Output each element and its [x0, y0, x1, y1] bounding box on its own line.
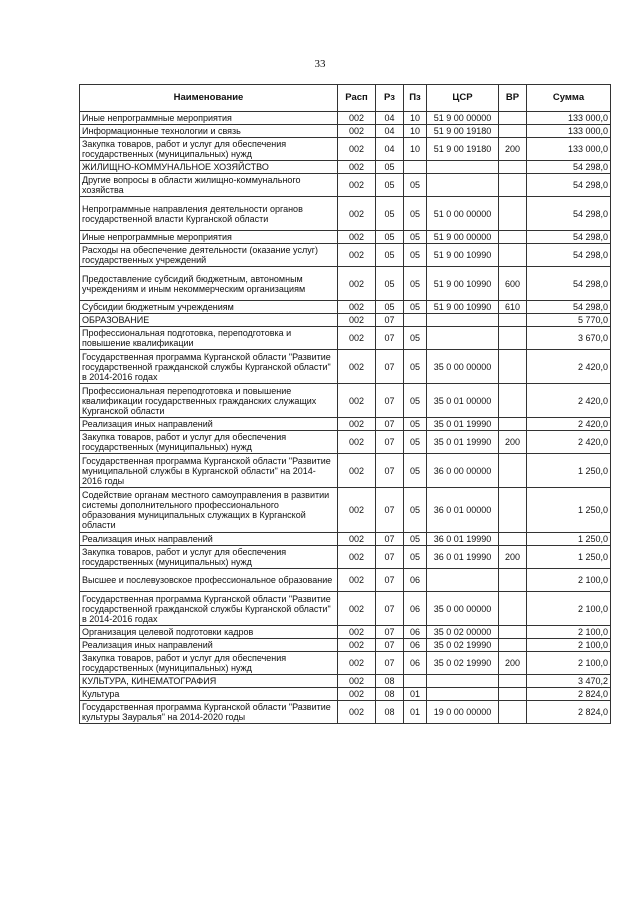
cell-csr: 35 0 01 19990	[427, 418, 499, 431]
cell-name: Закупка товаров, работ и услуг для обеспечения государственных (муниципальных) нужд	[80, 138, 338, 161]
table-row	[80, 244, 611, 267]
cell-pz: 05	[404, 418, 427, 431]
cell-name: КУЛЬТУРА, КИНЕМАТОГРАФИЯ	[80, 675, 338, 688]
cell-rasp: 002	[338, 701, 376, 724]
cell-rz: 07	[376, 431, 404, 454]
header-rasp: Расп	[338, 85, 376, 112]
cell-vr	[499, 675, 527, 688]
cell-csr: 35 0 00 00000	[427, 592, 499, 626]
cell-pz: 10	[404, 112, 427, 125]
cell-rasp: 002	[338, 639, 376, 652]
cell-vr	[499, 197, 527, 231]
cell-name: Культура	[80, 688, 338, 701]
cell-rz: 07	[376, 488, 404, 533]
cell-vr	[499, 454, 527, 488]
table-row	[80, 301, 611, 314]
cell-vr	[499, 569, 527, 592]
cell-sum: 3 670,0	[527, 327, 611, 350]
cell-vr: 600	[499, 267, 527, 301]
cell-csr: 51 9 00 19180	[427, 125, 499, 138]
cell-vr	[499, 112, 527, 125]
table-row	[80, 639, 611, 652]
cell-name: Предоставление субсидий бюджетным, автономным учреждениям и иным некоммерческим организациям	[80, 267, 338, 301]
cell-vr	[499, 327, 527, 350]
cell-rasp: 002	[338, 488, 376, 533]
cell-csr	[427, 675, 499, 688]
table-row	[80, 174, 611, 197]
cell-vr	[499, 350, 527, 384]
table-row	[80, 161, 611, 174]
cell-sum: 1 250,0	[527, 546, 611, 569]
cell-rz: 08	[376, 701, 404, 724]
cell-sum: 54 298,0	[527, 161, 611, 174]
cell-name: Информационные технологии и связь	[80, 125, 338, 138]
cell-rasp: 002	[338, 418, 376, 431]
cell-vr	[499, 533, 527, 546]
cell-rasp: 002	[338, 161, 376, 174]
page-number: 33	[314, 58, 326, 70]
cell-csr: 51 0 00 00000	[427, 197, 499, 231]
cell-vr	[499, 639, 527, 652]
cell-name: Субсидии бюджетным учреждениям	[80, 301, 338, 314]
cell-sum: 2 100,0	[527, 592, 611, 626]
cell-rz: 07	[376, 592, 404, 626]
cell-sum: 2 100,0	[527, 639, 611, 652]
cell-rz: 05	[376, 301, 404, 314]
table-body	[80, 112, 611, 724]
cell-rz: 05	[376, 197, 404, 231]
cell-csr: 51 9 00 10990	[427, 301, 499, 314]
cell-rz: 04	[376, 125, 404, 138]
cell-pz: 05	[404, 431, 427, 454]
table-row	[80, 350, 611, 384]
table-row	[80, 626, 611, 639]
cell-rz: 07	[376, 314, 404, 327]
cell-csr: 51 9 00 19180	[427, 138, 499, 161]
cell-csr	[427, 161, 499, 174]
cell-rasp: 002	[338, 327, 376, 350]
cell-pz: 06	[404, 652, 427, 675]
cell-rasp: 002	[338, 533, 376, 546]
table-row	[80, 569, 611, 592]
cell-name: ЖИЛИЩНО-КОММУНАЛЬНОЕ ХОЗЯЙСТВО	[80, 161, 338, 174]
cell-sum: 1 250,0	[527, 488, 611, 533]
cell-sum: 54 298,0	[527, 174, 611, 197]
cell-pz: 06	[404, 592, 427, 626]
cell-rz: 05	[376, 244, 404, 267]
cell-name: Организация целевой подготовки кадров	[80, 626, 338, 639]
cell-rasp: 002	[338, 125, 376, 138]
cell-rasp: 002	[338, 174, 376, 197]
cell-csr	[427, 174, 499, 197]
cell-sum: 2 420,0	[527, 350, 611, 384]
cell-sum: 54 298,0	[527, 197, 611, 231]
cell-vr	[499, 174, 527, 197]
cell-sum: 2 100,0	[527, 626, 611, 639]
table-row	[80, 431, 611, 454]
cell-rz: 08	[376, 675, 404, 688]
cell-pz: 06	[404, 639, 427, 652]
cell-name: Закупка товаров, работ и услуг для обеспечения государственных (муниципальных) нужд	[80, 431, 338, 454]
cell-rasp: 002	[338, 546, 376, 569]
cell-rasp: 002	[338, 454, 376, 488]
table-row	[80, 701, 611, 724]
cell-name: Государственная программа Курганской области "Развитие государственной гражданской службы Курганской области" в 2014-2016 годах	[80, 350, 338, 384]
cell-vr: 610	[499, 301, 527, 314]
cell-sum: 133 000,0	[527, 112, 611, 125]
cell-rz: 07	[376, 546, 404, 569]
cell-rz: 07	[376, 652, 404, 675]
cell-sum: 3 470,2	[527, 675, 611, 688]
cell-rz: 07	[376, 533, 404, 546]
cell-rz: 07	[376, 327, 404, 350]
cell-sum: 2 100,0	[527, 569, 611, 592]
cell-rasp: 002	[338, 384, 376, 418]
cell-pz: 10	[404, 138, 427, 161]
cell-sum: 2 420,0	[527, 418, 611, 431]
table-row	[80, 688, 611, 701]
cell-sum: 1 250,0	[527, 454, 611, 488]
cell-sum: 54 298,0	[527, 231, 611, 244]
cell-pz: 05	[404, 546, 427, 569]
cell-rz: 07	[376, 384, 404, 418]
cell-pz: 05	[404, 327, 427, 350]
cell-name: Реализация иных направлений	[80, 533, 338, 546]
cell-rasp: 002	[338, 592, 376, 626]
cell-pz: 05	[404, 267, 427, 301]
cell-vr: 200	[499, 546, 527, 569]
cell-pz	[404, 161, 427, 174]
cell-rz: 05	[376, 231, 404, 244]
cell-rz: 07	[376, 639, 404, 652]
cell-name: Закупка товаров, работ и услуг для обеспечения государственных (муниципальных) нужд	[80, 652, 338, 675]
cell-sum: 2 420,0	[527, 384, 611, 418]
cell-rz: 07	[376, 418, 404, 431]
cell-sum: 133 000,0	[527, 138, 611, 161]
cell-csr: 35 0 01 00000	[427, 384, 499, 418]
table-row	[80, 533, 611, 546]
table-row	[80, 314, 611, 327]
cell-rz: 05	[376, 161, 404, 174]
table-row	[80, 327, 611, 350]
cell-name: Высшее и послевузовское профессиональное образование	[80, 569, 338, 592]
cell-rz: 05	[376, 174, 404, 197]
table-row	[80, 488, 611, 533]
table-row	[80, 592, 611, 626]
cell-vr	[499, 314, 527, 327]
cell-csr: 35 0 02 19990	[427, 639, 499, 652]
cell-sum: 2 824,0	[527, 701, 611, 724]
header-csr: ЦСР	[427, 85, 499, 112]
cell-pz: 05	[404, 197, 427, 231]
cell-sum: 54 298,0	[527, 267, 611, 301]
cell-rasp: 002	[338, 197, 376, 231]
table-row	[80, 546, 611, 569]
header-sum: Сумма	[527, 85, 611, 112]
table-row	[80, 197, 611, 231]
cell-sum: 133 000,0	[527, 125, 611, 138]
cell-rasp: 002	[338, 314, 376, 327]
cell-csr: 51 9 00 10990	[427, 244, 499, 267]
cell-rz: 07	[376, 626, 404, 639]
cell-name: Государственная программа Курганской области "Развитие культуры Зауралья" на 2014-2020 годы	[80, 701, 338, 724]
cell-pz: 05	[404, 384, 427, 418]
cell-csr: 36 0 01 19990	[427, 546, 499, 569]
cell-vr	[499, 701, 527, 724]
cell-vr	[499, 244, 527, 267]
cell-name: Другие вопросы в области жилищно-коммунального хозяйства	[80, 174, 338, 197]
cell-csr: 19 0 00 00000	[427, 701, 499, 724]
table-row	[80, 454, 611, 488]
cell-vr	[499, 384, 527, 418]
cell-vr	[499, 626, 527, 639]
cell-sum: 5 770,0	[527, 314, 611, 327]
table-row	[80, 675, 611, 688]
cell-sum: 54 298,0	[527, 244, 611, 267]
table-row	[80, 112, 611, 125]
cell-name: Реализация иных направлений	[80, 418, 338, 431]
table-header-row	[80, 85, 611, 112]
cell-vr: 200	[499, 652, 527, 675]
cell-vr	[499, 418, 527, 431]
cell-vr: 200	[499, 138, 527, 161]
cell-name: Реализация иных направлений	[80, 639, 338, 652]
cell-rasp: 002	[338, 350, 376, 384]
cell-csr: 51 9 00 10990	[427, 267, 499, 301]
cell-rasp: 002	[338, 652, 376, 675]
cell-csr: 35 0 00 00000	[427, 350, 499, 384]
cell-name: Государственная программа Курганской области "Развитие муниципальной службы в Курганской области" на 2014-2016 годы	[80, 454, 338, 488]
cell-rz: 05	[376, 267, 404, 301]
cell-pz: 05	[404, 488, 427, 533]
cell-vr	[499, 125, 527, 138]
cell-pz: 05	[404, 174, 427, 197]
cell-rz: 07	[376, 350, 404, 384]
cell-csr: 36 0 00 00000	[427, 454, 499, 488]
cell-csr: 35 0 02 19990	[427, 652, 499, 675]
table-row	[80, 384, 611, 418]
header-rz: Рз	[376, 85, 404, 112]
cell-rz: 07	[376, 454, 404, 488]
table-row	[80, 231, 611, 244]
cell-name: Содействие органам местного самоуправления в развитии системы дополнительного профессионального образования муниципальных служащих в Курганской области	[80, 488, 338, 533]
cell-csr: 35 0 01 19990	[427, 431, 499, 454]
cell-vr	[499, 488, 527, 533]
cell-name: ОБРАЗОВАНИЕ	[80, 314, 338, 327]
cell-rasp: 002	[338, 431, 376, 454]
cell-pz: 05	[404, 533, 427, 546]
cell-pz: 05	[404, 454, 427, 488]
cell-csr: 36 0 01 00000	[427, 488, 499, 533]
cell-name: Закупка товаров, работ и услуг для обеспечения государственных (муниципальных) нужд	[80, 546, 338, 569]
table-row	[80, 652, 611, 675]
table-row	[80, 138, 611, 161]
cell-pz: 10	[404, 125, 427, 138]
cell-vr	[499, 688, 527, 701]
cell-rasp: 002	[338, 675, 376, 688]
cell-vr	[499, 592, 527, 626]
cell-rasp: 002	[338, 569, 376, 592]
cell-csr	[427, 569, 499, 592]
cell-name: Иные непрограммные мероприятия	[80, 231, 338, 244]
cell-vr	[499, 161, 527, 174]
cell-csr: 35 0 02 00000	[427, 626, 499, 639]
header-vr: ВР	[499, 85, 527, 112]
cell-rasp: 002	[338, 231, 376, 244]
cell-rasp: 002	[338, 626, 376, 639]
cell-rasp: 002	[338, 688, 376, 701]
cell-rz: 07	[376, 569, 404, 592]
cell-rasp: 002	[338, 301, 376, 314]
cell-pz: 05	[404, 231, 427, 244]
cell-pz: 01	[404, 688, 427, 701]
cell-name: Расходы на обеспечение деятельности (оказание услуг) государственных учреждений	[80, 244, 338, 267]
cell-pz: 01	[404, 701, 427, 724]
cell-csr	[427, 314, 499, 327]
cell-sum: 2 100,0	[527, 652, 611, 675]
table-row	[80, 125, 611, 138]
cell-csr: 36 0 01 19990	[427, 533, 499, 546]
cell-csr: 51 9 00 00000	[427, 231, 499, 244]
cell-pz: 06	[404, 626, 427, 639]
cell-sum: 2 420,0	[527, 431, 611, 454]
cell-rz: 08	[376, 688, 404, 701]
cell-pz	[404, 675, 427, 688]
cell-name: Профессиональная переподготовка и повышение квалификации государственных гражданских служащих Курганской области	[80, 384, 338, 418]
cell-rz: 04	[376, 138, 404, 161]
cell-csr	[427, 688, 499, 701]
cell-sum: 1 250,0	[527, 533, 611, 546]
cell-pz: 06	[404, 569, 427, 592]
table-row	[80, 418, 611, 431]
cell-csr	[427, 327, 499, 350]
cell-rasp: 002	[338, 244, 376, 267]
cell-rasp: 002	[338, 267, 376, 301]
cell-name: Иные непрограммные мероприятия	[80, 112, 338, 125]
cell-rasp: 002	[338, 112, 376, 125]
cell-sum: 2 824,0	[527, 688, 611, 701]
budget-table	[79, 84, 611, 724]
cell-csr: 51 9 00 00000	[427, 112, 499, 125]
cell-pz: 05	[404, 301, 427, 314]
table-row	[80, 267, 611, 301]
cell-pz	[404, 314, 427, 327]
cell-pz: 05	[404, 350, 427, 384]
cell-rasp: 002	[338, 138, 376, 161]
cell-vr	[499, 231, 527, 244]
cell-rz: 04	[376, 112, 404, 125]
cell-pz: 05	[404, 244, 427, 267]
cell-name: Непрограммные направления деятельности органов государственной власти Курганской области	[80, 197, 338, 231]
cell-sum: 54 298,0	[527, 301, 611, 314]
header-pz: Пз	[404, 85, 427, 112]
cell-vr: 200	[499, 431, 527, 454]
header-name: Наименование	[80, 85, 338, 112]
cell-name: Государственная программа Курганской области "Развитие государственной гражданской службы Курганской области" в 2014-2016 годах	[80, 592, 338, 626]
cell-name: Профессиональная подготовка, переподготовка и повышение квалификации	[80, 327, 338, 350]
